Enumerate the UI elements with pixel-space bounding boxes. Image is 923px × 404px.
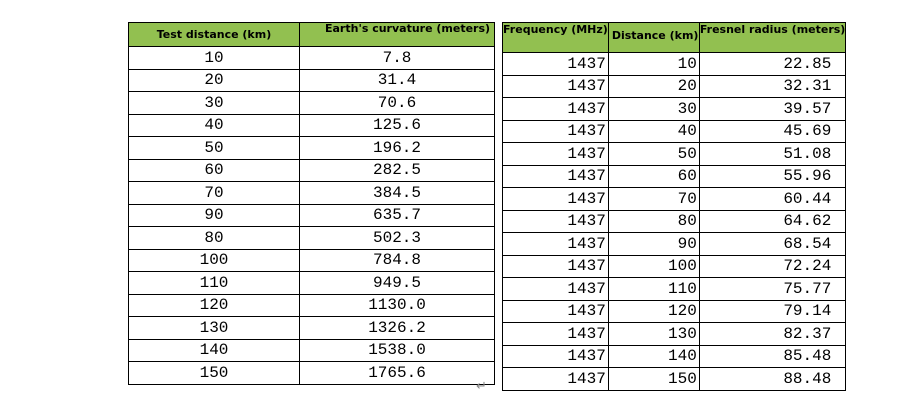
cell-test-distance: 20 bbox=[129, 69, 300, 92]
table-row bbox=[129, 114, 495, 137]
table-row bbox=[129, 294, 495, 317]
table-row bbox=[129, 339, 495, 362]
table-row bbox=[129, 159, 495, 182]
cell-frequency: 1437 bbox=[503, 53, 609, 76]
cell-distance: 30 bbox=[608, 98, 699, 121]
table-row bbox=[129, 272, 495, 295]
table-row bbox=[503, 188, 846, 211]
cell-frequency: 1437 bbox=[503, 165, 609, 188]
table-row bbox=[503, 233, 846, 256]
cell-frequency: 1437 bbox=[503, 143, 609, 166]
cell-distance: 100 bbox=[608, 255, 699, 278]
table-row bbox=[503, 53, 846, 76]
cell-earth-curvature: 125.6 bbox=[300, 114, 495, 137]
header-distance: Distance (km) bbox=[608, 23, 699, 53]
cell-fresnel-radius: 82.37 bbox=[699, 323, 846, 346]
table-header-row bbox=[129, 23, 495, 47]
header-test-distance: Test distance (km) bbox=[129, 23, 300, 47]
cell-fresnel-radius: 32.31 bbox=[699, 75, 846, 98]
table-row bbox=[129, 92, 495, 115]
cell-fresnel-radius: 79.14 bbox=[699, 300, 846, 323]
cell-distance: 150 bbox=[608, 368, 699, 391]
cell-frequency: 1437 bbox=[503, 323, 609, 346]
table-row bbox=[129, 69, 495, 92]
cell-frequency: 1437 bbox=[503, 233, 609, 256]
header-frequency: Frequency (MHz) bbox=[503, 23, 609, 53]
cell-fresnel-radius: 85.48 bbox=[699, 345, 846, 368]
earth-curvature-table bbox=[128, 22, 495, 385]
table-row bbox=[129, 362, 495, 385]
table-row bbox=[129, 137, 495, 160]
table-row bbox=[503, 120, 846, 143]
cell-test-distance: 90 bbox=[129, 204, 300, 227]
cell-frequency: 1437 bbox=[503, 345, 609, 368]
cell-distance: 10 bbox=[608, 53, 699, 76]
cell-test-distance: 100 bbox=[129, 249, 300, 272]
cell-test-distance: 10 bbox=[129, 47, 300, 70]
table-row bbox=[503, 165, 846, 188]
table-row bbox=[129, 249, 495, 272]
table-row bbox=[503, 345, 846, 368]
cell-test-distance: 120 bbox=[129, 294, 300, 317]
table-row bbox=[503, 75, 846, 98]
cell-distance: 70 bbox=[608, 188, 699, 211]
fresnel-radius-table bbox=[502, 22, 846, 391]
table-row bbox=[503, 210, 846, 233]
table-row bbox=[503, 323, 846, 346]
cell-test-distance: 80 bbox=[129, 227, 300, 250]
cell-earth-curvature: 31.4 bbox=[300, 69, 495, 92]
table-row bbox=[503, 300, 846, 323]
cell-frequency: 1437 bbox=[503, 368, 609, 391]
table-row bbox=[129, 227, 495, 250]
cell-frequency: 1437 bbox=[503, 98, 609, 121]
cell-test-distance: 130 bbox=[129, 317, 300, 340]
table-header-row bbox=[503, 23, 846, 53]
table-row bbox=[503, 278, 846, 301]
cell-earth-curvature: 7.8 bbox=[300, 47, 495, 70]
fresnel-radius-table-body bbox=[503, 53, 846, 391]
cell-earth-curvature: 384.5 bbox=[300, 182, 495, 205]
cell-fresnel-radius: 51.08 bbox=[699, 143, 846, 166]
cell-fresnel-radius: 88.48 bbox=[699, 368, 846, 391]
cell-test-distance: 40 bbox=[129, 114, 300, 137]
table-row bbox=[503, 368, 846, 391]
cell-distance: 80 bbox=[608, 210, 699, 233]
table-row bbox=[129, 47, 495, 70]
cell-fresnel-radius: 22.85 bbox=[699, 53, 846, 76]
paragraph-mark-icon: ↵ bbox=[476, 379, 487, 394]
cell-earth-curvature: 1130.0 bbox=[300, 294, 495, 317]
cell-distance: 50 bbox=[608, 143, 699, 166]
cell-test-distance: 70 bbox=[129, 182, 300, 205]
cell-test-distance: 50 bbox=[129, 137, 300, 160]
cell-frequency: 1437 bbox=[503, 300, 609, 323]
header-earth-curvature-text: Earth's curvature (meters) bbox=[325, 22, 491, 35]
cell-fresnel-radius: 72.24 bbox=[699, 255, 846, 278]
cell-distance: 60 bbox=[608, 165, 699, 188]
cell-distance: 40 bbox=[608, 120, 699, 143]
cell-earth-curvature: 635.7 bbox=[300, 204, 495, 227]
cell-earth-curvature: 784.8 bbox=[300, 249, 495, 272]
cell-test-distance: 60 bbox=[129, 159, 300, 182]
cell-fresnel-radius: 75.77 bbox=[699, 278, 846, 301]
cell-earth-curvature: 196.2 bbox=[300, 137, 495, 160]
cell-test-distance: 110 bbox=[129, 272, 300, 295]
cell-frequency: 1437 bbox=[503, 188, 609, 211]
cell-distance: 90 bbox=[608, 233, 699, 256]
cell-frequency: 1437 bbox=[503, 75, 609, 98]
cell-test-distance: 150 bbox=[129, 362, 300, 385]
cell-fresnel-radius: 68.54 bbox=[699, 233, 846, 256]
table-row bbox=[129, 317, 495, 340]
cell-earth-curvature: 282.5 bbox=[300, 159, 495, 182]
cell-earth-curvature: 502.3 bbox=[300, 227, 495, 250]
cell-distance: 120 bbox=[608, 300, 699, 323]
cell-distance: 140 bbox=[608, 345, 699, 368]
cell-fresnel-radius: 39.57 bbox=[699, 98, 846, 121]
table-row bbox=[503, 255, 846, 278]
table-row bbox=[129, 182, 495, 205]
cell-frequency: 1437 bbox=[503, 278, 609, 301]
cell-frequency: 1437 bbox=[503, 210, 609, 233]
header-fresnel-radius: Fresnel radius (meters) bbox=[699, 23, 846, 53]
cell-fresnel-radius: 64.62 bbox=[699, 210, 846, 233]
cell-earth-curvature: 1538.0 bbox=[300, 339, 495, 362]
table-row bbox=[129, 204, 495, 227]
cell-distance: 130 bbox=[608, 323, 699, 346]
earth-curvature-table-body bbox=[129, 47, 495, 385]
header-earth-curvature bbox=[300, 23, 495, 47]
cell-fresnel-radius: 55.96 bbox=[699, 165, 846, 188]
cell-frequency: 1437 bbox=[503, 120, 609, 143]
cell-earth-curvature: 70.6 bbox=[300, 92, 495, 115]
cell-test-distance: 30 bbox=[129, 92, 300, 115]
cell-test-distance: 140 bbox=[129, 339, 300, 362]
cell-distance: 110 bbox=[608, 278, 699, 301]
cell-earth-curvature: 1765.6 bbox=[300, 362, 495, 385]
cell-earth-curvature: 1326.2 bbox=[300, 317, 495, 340]
table-row bbox=[503, 143, 846, 166]
table-row bbox=[503, 98, 846, 121]
cell-fresnel-radius: 45.69 bbox=[699, 120, 846, 143]
cell-fresnel-radius: 60.44 bbox=[699, 188, 846, 211]
cell-distance: 20 bbox=[608, 75, 699, 98]
cell-frequency: 1437 bbox=[503, 255, 609, 278]
cell-earth-curvature: 949.5 bbox=[300, 272, 495, 295]
